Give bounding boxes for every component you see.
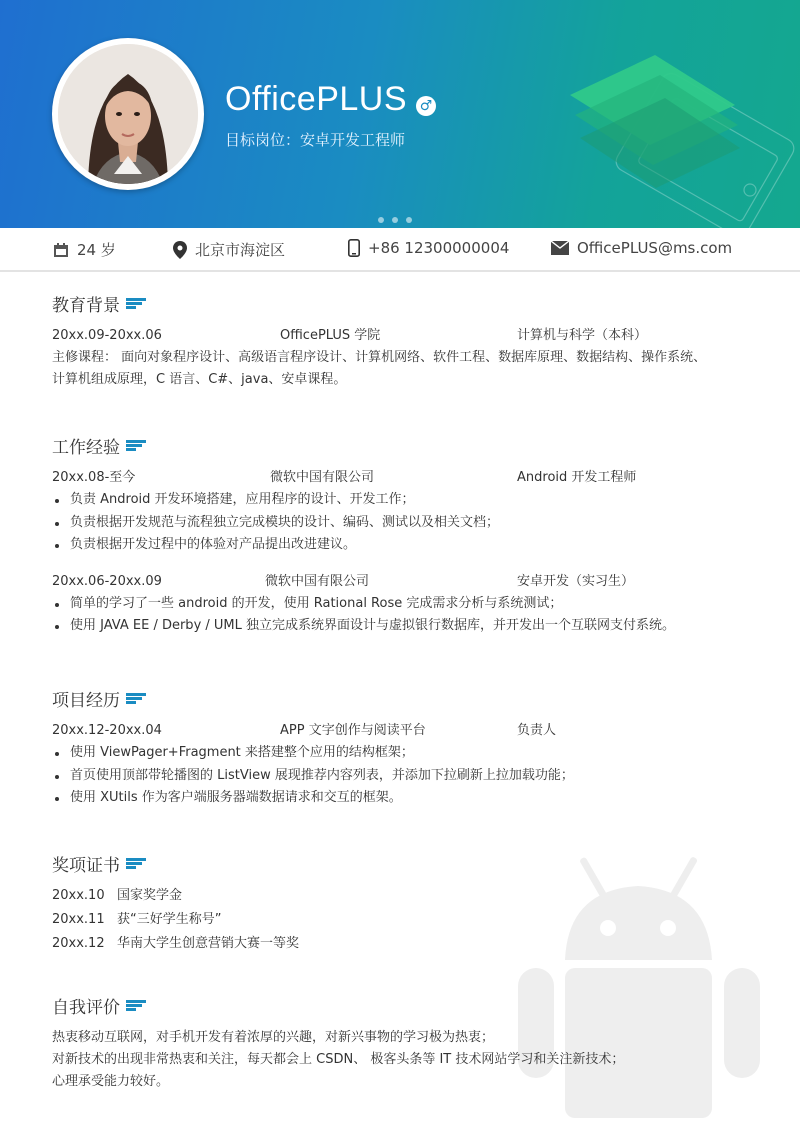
list-item: 负责根据开发规范与流程独立完成模块的设计、编码、测试以及相关文档； [52, 512, 752, 535]
male-icon: ♂ [416, 96, 436, 116]
email-info [551, 239, 732, 257]
period: 20xx.09-20xx.06 [52, 328, 162, 343]
evaluation-line: 心理承受能力较好。 [52, 1074, 170, 1089]
courses-line: 计算机组成原理，C 语言、C#、java、安卓课程。 [52, 372, 347, 387]
phone-illustration [560, 40, 800, 228]
location-pin-icon [173, 241, 187, 259]
section-heading: 教育背景 [52, 291, 752, 315]
list-item: 负责 Android 开发环境搭建，应用程序的设计、开发工作； [52, 489, 752, 512]
project-name: APP 文字创作与阅读平台 [280, 723, 426, 738]
award-item: 20xx.12 华南大学生创意营销大赛一等奖 [52, 936, 300, 951]
evaluation-line: 热衷移动互联网，对手机开发有着浓厚的兴趣，对新兴事物的学习极为热衷； [52, 1030, 495, 1045]
phone-info [348, 239, 509, 257]
heading-bars-icon [126, 297, 146, 309]
target-position: 目标岗位：安卓开发工程师 [225, 131, 406, 149]
age-info [53, 239, 116, 260]
section-heading: 奖项证书 [52, 851, 752, 875]
award-item: 20xx.10 国家奖学金 [52, 888, 183, 903]
section-heading: 项目经历 [52, 686, 752, 710]
project-row [52, 720, 752, 742]
list-item: 简单的学习了一些 android 的开发，使用 Rational Rose 完成需求分析与系统测试； [52, 593, 752, 616]
location-info [173, 239, 285, 260]
role: Android 开发工程师 [517, 470, 637, 485]
heading-bars-icon [126, 857, 146, 869]
self-evaluation-section [52, 993, 752, 1093]
education-section [52, 291, 752, 391]
contact-info-bar [0, 228, 800, 272]
education-row [52, 325, 752, 347]
list-item: 使用 JAVA EE / Derby / UML 独立完成系统界面设计与虚拟银行数据库，并开发出一个互联网支付系统。 [52, 615, 752, 638]
location-text: 北京市海淀区 [195, 241, 286, 259]
list-item: 使用 XUtils 作为客户端服务器端数据请求和交互的框架。 [52, 787, 752, 810]
list-item: 负责根据开发过程中的体验对产品提出改进建议。 [52, 534, 752, 557]
email-text[interactable]: OfficePLUS@ms.com [577, 239, 733, 257]
job-row [52, 571, 752, 593]
role: 负责人 [517, 723, 557, 738]
period: 20xx.06-20xx.09 [52, 573, 162, 589]
heading-bars-icon [126, 439, 146, 451]
company: 微软中国有限公司 [270, 470, 375, 485]
avatar [58, 44, 198, 184]
candidate-name: OfficePLUS [225, 80, 408, 118]
header-banner [0, 0, 800, 228]
heading-bars-icon [126, 999, 146, 1011]
avatar-frame [52, 38, 204, 190]
company: 微软中国有限公司 [265, 573, 370, 589]
envelope-icon [551, 241, 569, 255]
evaluation-line: 对新技术的出现非常热衷和关注，每天都会上 CSDN、 极客头条等 IT 技术网站学习和关注新技术； [52, 1052, 625, 1067]
school: OfficePLUS 学院 [280, 328, 381, 343]
calendar-icon [53, 242, 69, 258]
section-heading: 工作经验 [52, 433, 752, 457]
phone-icon [348, 239, 360, 257]
major: 计算机与科学（本科） [517, 328, 648, 343]
award-item: 20xx.11 获“三好学生称号” [52, 912, 222, 927]
project-section [52, 686, 752, 810]
list-item: 使用 ViewPager+Fragment 来搭建整个应用的结构框架； [52, 742, 752, 765]
job-row [52, 467, 752, 489]
courses-line: 主修课程： 面向对象程序设计、高级语言程序设计、计算机网络、软件工程、数据库原理、数据结构、操作系统、 [52, 350, 707, 365]
age-text: 24 岁 [77, 241, 116, 259]
awards-section [52, 851, 752, 955]
role: 安卓开发（实习生） [517, 573, 635, 589]
section-heading: 自我评价 [52, 993, 752, 1017]
work-section [52, 433, 752, 638]
carousel-dots [378, 208, 420, 227]
period: 20xx.08-至今 [52, 470, 136, 485]
phone-text: +86 12300000004 [368, 239, 510, 257]
period: 20xx.12-20xx.04 [52, 723, 162, 738]
list-item: 首页使用顶部带轮播图的 ListView 展现推荐内容列表，并添加下拉刷新上拉加载功能； [52, 765, 752, 788]
heading-bars-icon [126, 692, 146, 704]
